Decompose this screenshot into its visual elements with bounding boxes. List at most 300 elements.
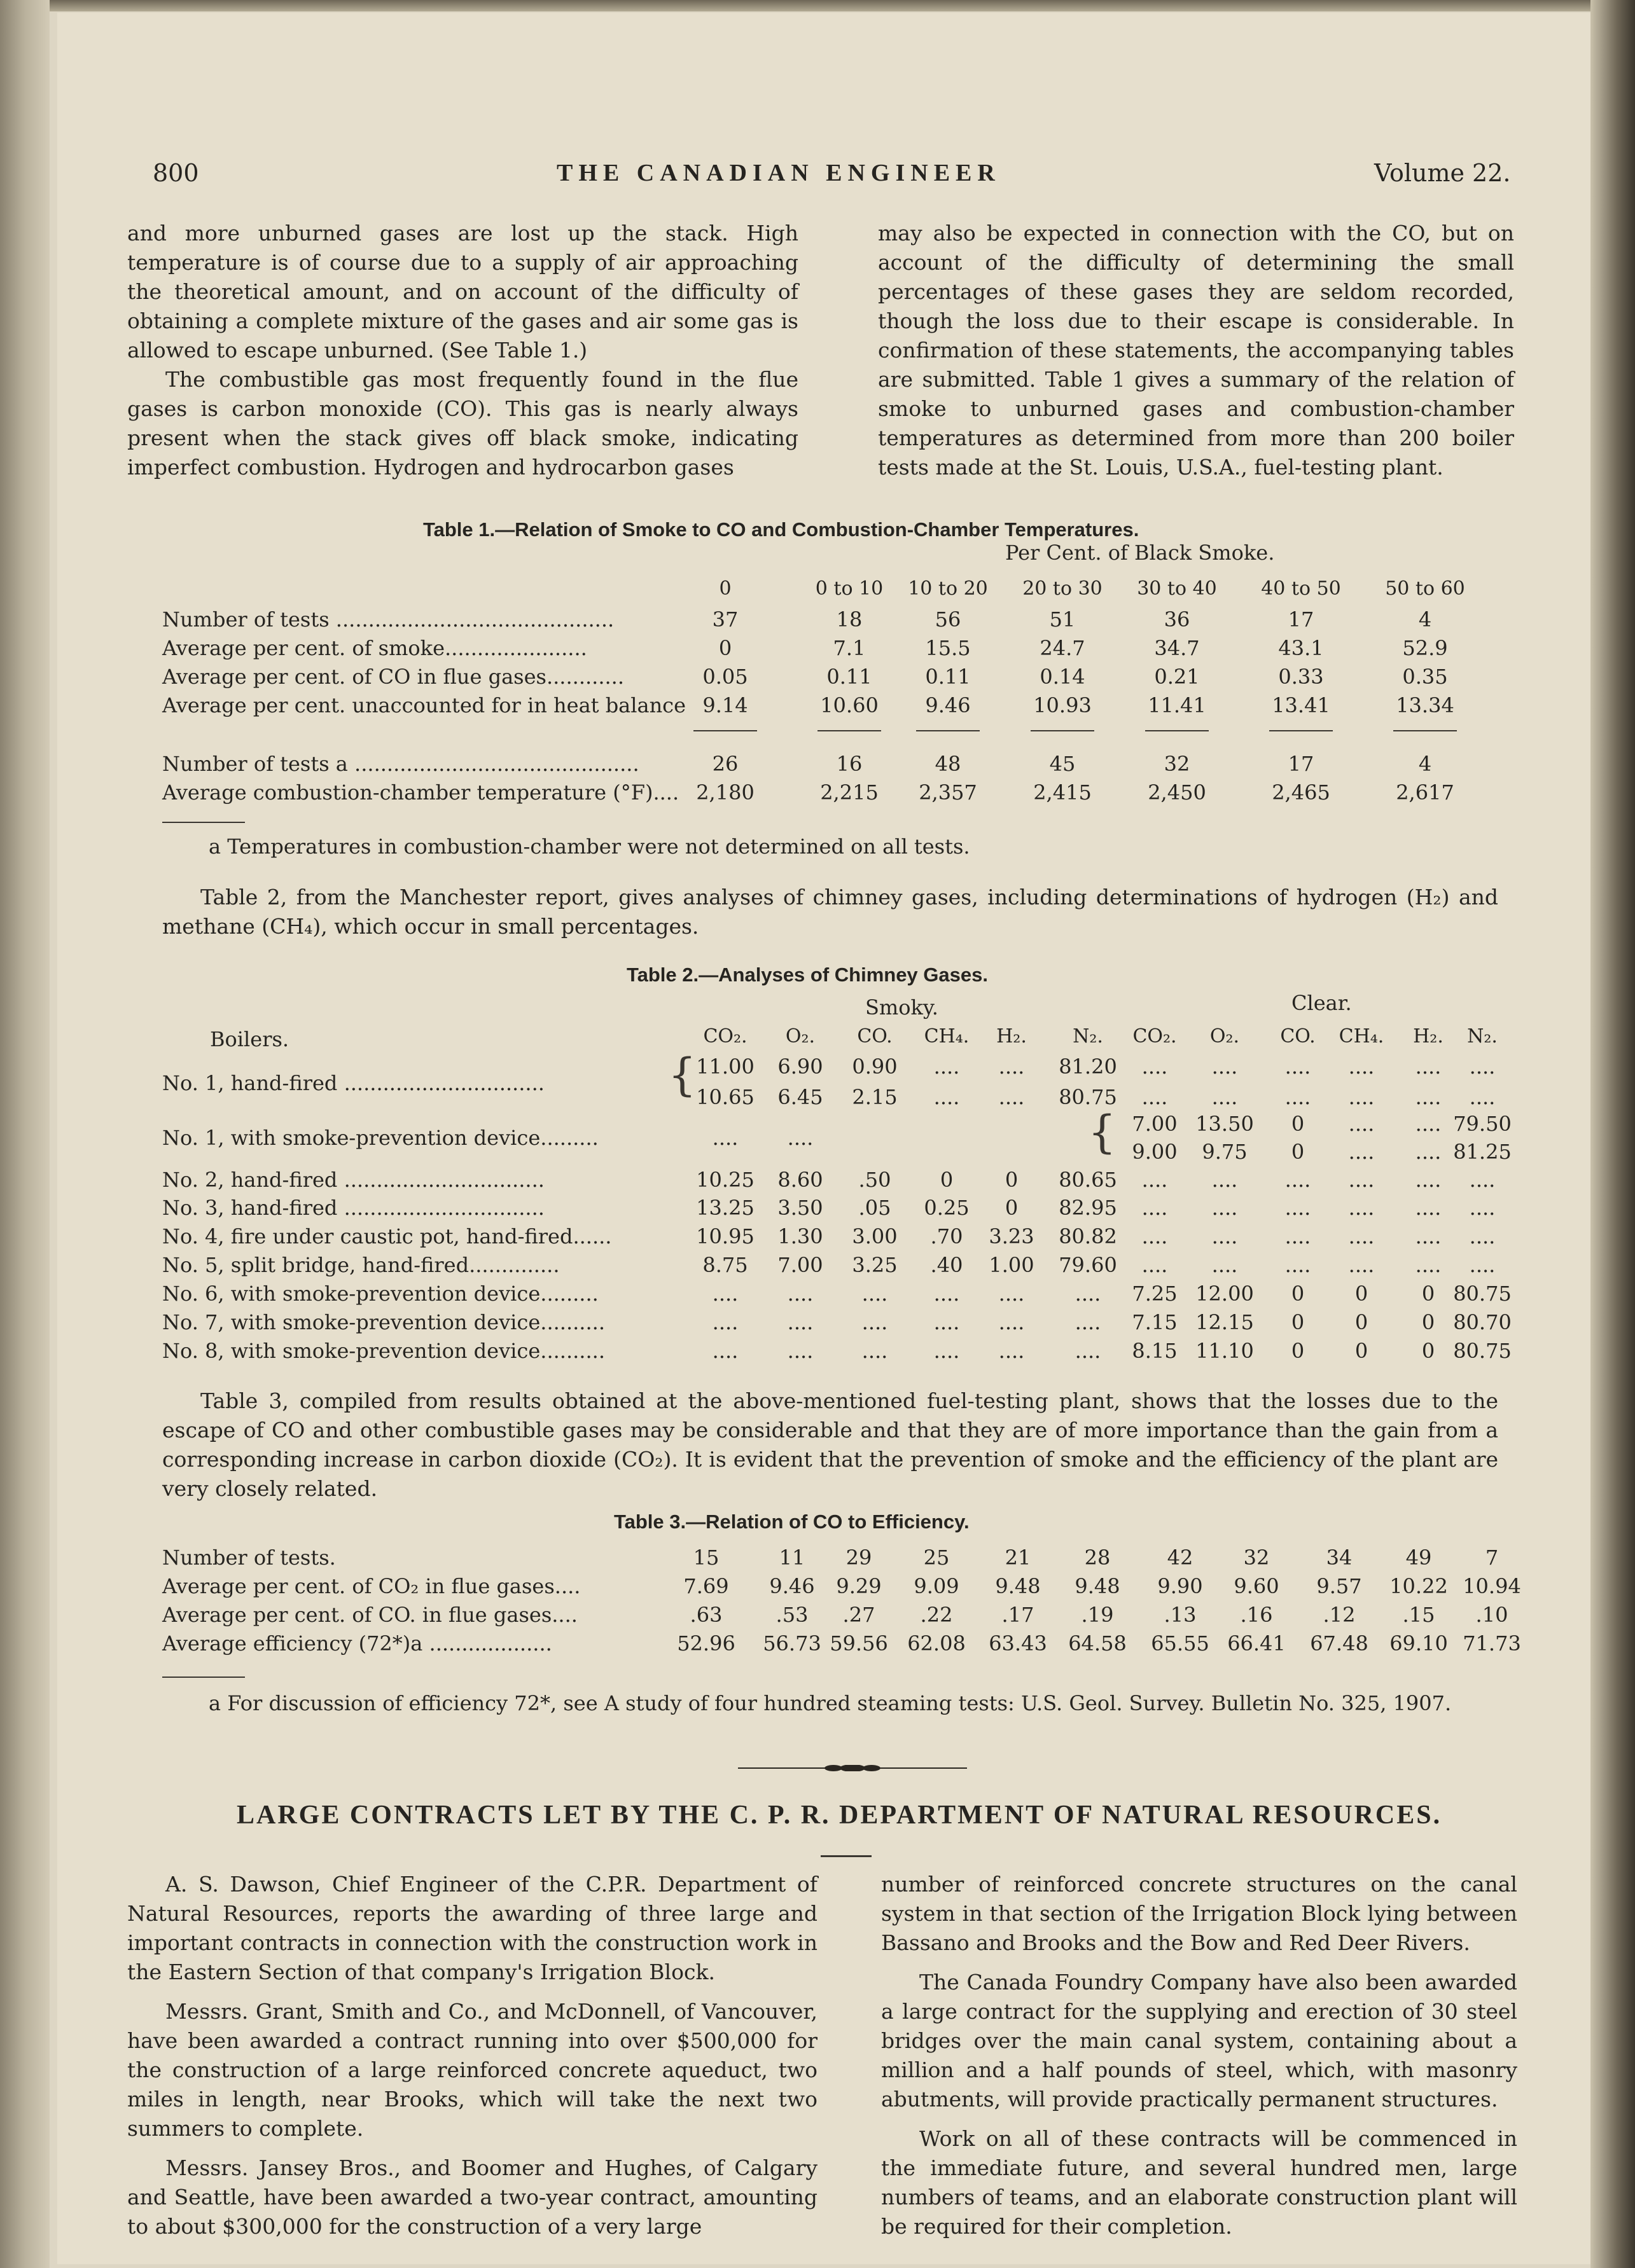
cell-value: .... — [933, 1054, 960, 1079]
table2-col-header: H₂. — [1413, 1025, 1444, 1048]
table2-col-header: CH₄. — [1339, 1025, 1384, 1048]
cell-value: 8.60 — [777, 1168, 823, 1192]
cell-value: 48 — [935, 752, 961, 776]
row-label: Average per cent. of CO. in flue gases.... — [162, 1603, 578, 1627]
table3-intro — [162, 1386, 1498, 1504]
cell-value: .... — [1469, 1054, 1496, 1079]
cell-value: .... — [933, 1310, 960, 1334]
cell-value: 79.50 — [1453, 1112, 1512, 1136]
cell-value: .... — [1141, 1054, 1168, 1079]
cell-value: .... — [1469, 1085, 1496, 1109]
cell-value: .40 — [930, 1253, 963, 1277]
table2-group-clear: Clear. — [1291, 991, 1352, 1015]
table2-row — [162, 1310, 1530, 1338]
table3-caption: Table 3.—Relation of CO to Efficiency. — [614, 1511, 970, 1533]
cell-value: .... — [1415, 1140, 1442, 1164]
book-spine-edge — [0, 0, 50, 2268]
cell-value: .... — [998, 1339, 1025, 1363]
cell-value: .... — [787, 1126, 814, 1150]
cell-value: .... — [861, 1310, 888, 1334]
cell-value: 13.34 — [1396, 693, 1454, 717]
row-label: Average combustion-chamber temperature (°F).... — [162, 780, 679, 805]
brace-glyph: { — [1088, 1106, 1117, 1158]
table2-row — [162, 1140, 1530, 1168]
cell-value: 7 — [1485, 1545, 1499, 1570]
cell-value: .22 — [920, 1603, 953, 1627]
article-title: LARGE CONTRACTS LET BY THE C. P. R. DEPARTMENT OF NATURAL RESOURCES. — [237, 1801, 1442, 1830]
paragraph: The Canada Foundry Company have also been awarded a large contract for the supplying and erection of 30 steel bridges over the main canal system, containing about a million and a half pounds of steel, which, with masonry abutments, will provide practically permanent structures. — [881, 1970, 1517, 2112]
cell-value: 64.58 — [1068, 1631, 1127, 1656]
cell-value: 9.14 — [702, 693, 748, 717]
row-label: Average per cent. of CO₂ in flue gases.... — [162, 1574, 581, 1598]
cell-value: 0 — [1291, 1310, 1305, 1334]
cell-value: 0 — [940, 1168, 954, 1192]
cell-value: .27 — [842, 1603, 875, 1627]
table2-caption: Table 2.—Analyses of Chimney Gases. — [627, 964, 988, 986]
cell-value: 9.90 — [1157, 1574, 1203, 1598]
cell-value: 3.50 — [777, 1196, 823, 1220]
cell-value: 63.43 — [989, 1631, 1047, 1656]
row-label: Average per cent. unaccounted for in heat balance — [162, 693, 686, 717]
cell-value: .... — [787, 1310, 814, 1334]
table1-row — [162, 665, 1530, 693]
journal-title: THE CANADIAN ENGINEER — [557, 160, 1001, 186]
table2-row — [162, 1196, 1530, 1224]
cell-value: .... — [1469, 1224, 1496, 1248]
cell-value: 7.15 — [1132, 1310, 1178, 1334]
cell-value: 0.11 — [826, 665, 872, 689]
paragraph: Work on all of these contracts will be commenced in the immediate future, and several hundred men, large numbers of teams, and an elaborate construction plant will be required for their completion. — [881, 2126, 1517, 2239]
cell-value: 80.82 — [1059, 1224, 1117, 1248]
cell-value: 2,215 — [820, 780, 879, 805]
row-label: No. 4, fire under caustic pot, hand-fired...... — [162, 1224, 612, 1248]
cell-value: 10.60 — [820, 693, 879, 717]
table1-footnote: a Temperatures in combustion-chamber were not determined on all tests. — [209, 834, 970, 859]
table1-row — [162, 636, 1530, 664]
table2-row — [162, 1282, 1530, 1310]
cell-value: .... — [1211, 1224, 1238, 1248]
table2-row — [162, 1085, 1530, 1113]
cell-value: .... — [1348, 1196, 1375, 1220]
cell-value: 0.35 — [1402, 665, 1448, 689]
cell-value: 9.48 — [1075, 1574, 1120, 1598]
cell-value: 3.25 — [852, 1253, 898, 1277]
table1-col-header: 10 to 20 — [908, 577, 988, 600]
cell-value: 0.11 — [925, 665, 971, 689]
intro-left-column — [127, 219, 798, 482]
cell-value: .13 — [1164, 1603, 1197, 1627]
footnote-rule — [162, 822, 245, 823]
cell-value: .... — [998, 1085, 1025, 1109]
row-label: Average efficiency (72*)a ................... — [162, 1631, 552, 1656]
cell-value: 7.25 — [1132, 1282, 1178, 1306]
cell-value: .16 — [1240, 1603, 1273, 1627]
cell-value: 56 — [935, 607, 961, 632]
table1-row — [162, 693, 1530, 721]
cell-value: 0.90 — [852, 1054, 898, 1079]
cell-value: 34 — [1326, 1545, 1353, 1570]
table2-row — [162, 1339, 1530, 1367]
cell-value: 9.75 — [1202, 1140, 1248, 1164]
cell-value: .... — [1415, 1168, 1442, 1192]
cell-value: 10.65 — [696, 1085, 755, 1109]
cell-value: 32 — [1243, 1545, 1270, 1570]
cell-value: 7.1 — [833, 636, 866, 660]
cell-value: .... — [1415, 1253, 1442, 1277]
cell-value: 25 — [923, 1545, 950, 1570]
table2-col-header: O₂. — [785, 1025, 816, 1048]
article-left-column — [127, 1870, 818, 2241]
cell-value: 82.95 — [1059, 1196, 1117, 1220]
cell-value: 0.14 — [1040, 665, 1085, 689]
table1-sum-rule — [916, 730, 980, 731]
cell-value: 11.00 — [696, 1054, 755, 1079]
cell-value: 13.50 — [1195, 1112, 1254, 1136]
paragraph: Messrs. Jansey Bros., and Boomer and Hughes, of Calgary and Seattle, have been awarded a two-year contract, amounting to about $300,000 for the construction of a very large — [127, 2155, 818, 2239]
cell-value: 2,415 — [1033, 780, 1092, 805]
cell-value: 7.69 — [683, 1574, 729, 1598]
cell-value: 0 — [1421, 1339, 1435, 1363]
cell-value: .... — [712, 1339, 739, 1363]
cell-value: .... — [1141, 1085, 1168, 1109]
cell-value: .... — [1348, 1168, 1375, 1192]
cell-value: 51 — [1049, 607, 1076, 632]
cell-value: 3.23 — [989, 1224, 1034, 1248]
cell-value: 0 — [1354, 1339, 1368, 1363]
cell-value: 52.96 — [677, 1631, 735, 1656]
volume-label: Volume 22. — [1374, 159, 1511, 187]
cell-value: 18 — [836, 607, 863, 632]
cell-value: 4 — [1418, 607, 1432, 632]
cell-value: 59.56 — [830, 1631, 888, 1656]
cell-value: .... — [1284, 1168, 1311, 1192]
cell-value: 0 — [1291, 1282, 1305, 1306]
cell-value: 2,617 — [1396, 780, 1454, 805]
cell-value: .... — [861, 1339, 888, 1363]
cell-value: 21 — [1005, 1545, 1031, 1570]
cell-value: .53 — [776, 1603, 809, 1627]
cell-value: 9.46 — [925, 693, 971, 717]
cell-value: 0 — [1291, 1140, 1305, 1164]
table2-intro — [162, 883, 1498, 941]
cell-value: .50 — [858, 1168, 891, 1192]
cell-value: 2,465 — [1272, 780, 1330, 805]
cell-value: .... — [1075, 1282, 1101, 1306]
cell-value: .... — [1415, 1112, 1442, 1136]
table2-col-header: CO. — [1280, 1025, 1316, 1048]
row-label: No. 7, with smoke-prevention device.......... — [162, 1310, 605, 1334]
cell-value: .... — [861, 1282, 888, 1306]
cell-value: .... — [1141, 1224, 1168, 1248]
row-label: No. 3, hand-fired ............................... — [162, 1196, 545, 1220]
cell-value: 6.45 — [777, 1085, 823, 1109]
cell-value: 0 — [718, 636, 732, 660]
cell-value: .... — [1348, 1140, 1375, 1164]
cell-value: 1.00 — [989, 1253, 1034, 1277]
row-label: Number of tests ........................................... — [162, 607, 615, 632]
cell-value: 12.15 — [1195, 1310, 1254, 1334]
table1-col-header: 20 to 30 — [1022, 577, 1103, 600]
cell-value: 34.7 — [1154, 636, 1200, 660]
cell-value: 71.73 — [1463, 1631, 1521, 1656]
cell-value: 36 — [1164, 607, 1190, 632]
cell-value: .... — [1211, 1054, 1238, 1079]
cell-value: .... — [787, 1282, 814, 1306]
cell-value: .... — [1075, 1339, 1101, 1363]
cell-value: 0.33 — [1278, 665, 1324, 689]
table2-row — [162, 1253, 1530, 1281]
table1-row — [162, 752, 1530, 780]
cell-value: 24.7 — [1040, 636, 1085, 660]
cell-value: .... — [1141, 1196, 1168, 1220]
row-label: No. 1, hand-fired ............................... — [162, 1071, 545, 1095]
cell-value: 80.75 — [1453, 1282, 1512, 1306]
table2-col-header: N₂. — [1467, 1025, 1498, 1048]
cell-value: 67.48 — [1310, 1631, 1368, 1656]
cell-value: .... — [1348, 1085, 1375, 1109]
cell-value: .63 — [690, 1603, 723, 1627]
cell-value: .... — [712, 1282, 739, 1306]
table2-col-header: H₂. — [996, 1025, 1027, 1048]
table3-row — [162, 1545, 1530, 1573]
cell-value: 4 — [1418, 752, 1432, 776]
cell-value: 10.93 — [1033, 693, 1092, 717]
table2-row — [162, 1224, 1530, 1252]
article-right-column — [881, 1870, 1517, 2241]
paragraph: may also be expected in connection with the CO, but on account of the difficulty of determining the small percentages of these gases they are seldom recorded, though the loss due to their escape is considerable. In confirmation of these statements, the accompanying tables are submitted. Table 1 gives a summary of the relation of smoke to unburned gases and combustion-chamber temperatures as determined from more than 200 boiler tests made at the St. Louis, U.S.A., fuel-testing plant. — [878, 221, 1514, 480]
table2-group-smoky: Smoky. — [865, 995, 938, 1020]
table1-col-header: 0 to 10 — [815, 577, 884, 600]
cell-value: .... — [1469, 1196, 1496, 1220]
cell-value: 17 — [1288, 607, 1314, 632]
cell-value: 0 — [1005, 1196, 1019, 1220]
cell-value: 2,357 — [919, 780, 977, 805]
table2-col-header: CO₂. — [703, 1025, 748, 1048]
cell-value: 9.00 — [1132, 1140, 1178, 1164]
cell-value: 13.41 — [1272, 693, 1330, 717]
paragraph: Table 2, from the Manchester report, gives analyses of chimney gases, including determinations of hydrogen (H₂) and methane (CH₄), which occur in small percentages. — [162, 885, 1498, 939]
cell-value: 49 — [1405, 1545, 1432, 1570]
cell-value: .... — [1284, 1224, 1311, 1248]
cell-value: .12 — [1323, 1603, 1356, 1627]
cell-value: .... — [1211, 1085, 1238, 1109]
row-label: No. 1, with smoke-prevention device......... — [162, 1126, 599, 1150]
cell-value: 8.15 — [1132, 1339, 1178, 1363]
table3-row — [162, 1574, 1530, 1602]
cell-value: 0 — [1421, 1282, 1435, 1306]
cell-value: 10.25 — [696, 1168, 755, 1192]
cell-value: 15.5 — [925, 636, 971, 660]
cell-value: .... — [1211, 1168, 1238, 1192]
cell-value: .15 — [1402, 1603, 1435, 1627]
cell-value: 7.00 — [1132, 1112, 1178, 1136]
cell-value: .05 — [858, 1196, 891, 1220]
table1-sum-rule — [693, 730, 757, 731]
cell-value: .17 — [1001, 1603, 1034, 1627]
cell-value: 9.60 — [1234, 1574, 1279, 1598]
table1-col-header: 40 to 50 — [1261, 577, 1341, 600]
cell-value: .... — [1141, 1253, 1168, 1277]
table1-caption: Table 1.—Relation of Smoke to CO and Combustion-Chamber Temperatures. — [423, 518, 1139, 541]
cell-value: .... — [787, 1339, 814, 1363]
row-label: No. 8, with smoke-prevention device.......... — [162, 1339, 605, 1363]
cell-value: .... — [1348, 1224, 1375, 1248]
cell-value: 6.90 — [777, 1054, 823, 1079]
cell-value: .70 — [930, 1224, 963, 1248]
cell-value: 10.95 — [696, 1224, 755, 1248]
cell-value: .... — [1211, 1253, 1238, 1277]
cell-value: 9.46 — [769, 1574, 815, 1598]
table1-sum-rule — [818, 730, 881, 731]
cell-value: 0 — [1354, 1310, 1368, 1334]
cell-value: 43.1 — [1278, 636, 1324, 660]
cell-value: .... — [1415, 1085, 1442, 1109]
cell-value: 11.41 — [1148, 693, 1206, 717]
cell-value: 80.70 — [1453, 1310, 1512, 1334]
cell-value: 9.09 — [914, 1574, 959, 1598]
row-label: Average per cent. of CO in flue gases............ — [162, 665, 625, 689]
table2-col-header: O₂. — [1209, 1025, 1240, 1048]
footnote-rule — [162, 1677, 245, 1678]
cell-value: 3.00 — [852, 1224, 898, 1248]
cell-value: .... — [1141, 1168, 1168, 1192]
page-number: 800 — [153, 159, 199, 187]
cell-value: 28 — [1084, 1545, 1111, 1570]
table1-col-header: 0 — [719, 577, 732, 600]
title-rule — [821, 1855, 872, 1857]
cell-value: 80.75 — [1453, 1339, 1512, 1363]
paragraph: number of reinforced concrete structures on the canal system in that section of the Irrigation Block lying between Bassano and Brooks and the Bow and Red Deer Rivers. — [881, 1872, 1517, 1955]
brace-glyph: { — [668, 1049, 697, 1101]
cell-value: 9.29 — [836, 1574, 882, 1598]
cell-value: 16 — [836, 752, 863, 776]
cell-value: 0.25 — [924, 1196, 970, 1220]
cell-value: 26 — [712, 752, 739, 776]
page-shadow-top — [0, 0, 1635, 11]
cell-value: 65.55 — [1151, 1631, 1209, 1656]
cell-value: 0 — [1354, 1282, 1368, 1306]
cell-value: .... — [1469, 1168, 1496, 1192]
cell-value: 2,180 — [696, 780, 755, 805]
cell-value: 0 — [1005, 1168, 1019, 1192]
table1-col-header: 30 to 40 — [1137, 577, 1217, 600]
table1-row — [162, 780, 1530, 808]
cell-value: 0 — [1421, 1310, 1435, 1334]
paragraph: Messrs. Grant, Smith and Co., and McDonnell, of Vancouver, have been awarded a contract running into over $500,000 for the construction of a large reinforced concrete aqueduct, two miles in length, near Brooks, which will take the next two summers to complete. — [127, 1999, 818, 2141]
table3-row — [162, 1631, 1530, 1659]
cell-value: .... — [712, 1126, 739, 1150]
table1-sum-rule — [1269, 730, 1333, 731]
paragraph: Table 3, compiled from results obtained at the above-mentioned fuel-testing plant, shows that the losses due to the escape of CO and other combustible gases may be considerable and that they are of more importance than the gain from a corresponding increase in carbon dioxide (CO₂). It is evident that the prevention of smoke and the efficiency of the plant are very closely related. — [162, 1388, 1498, 1501]
cell-value: .... — [1284, 1054, 1311, 1079]
table1-sum-rule — [1393, 730, 1457, 731]
cell-value: 0 — [1291, 1339, 1305, 1363]
cell-value: .... — [1284, 1196, 1311, 1220]
cell-value: 0.21 — [1154, 665, 1200, 689]
table3-row — [162, 1603, 1530, 1631]
cell-value: .... — [998, 1054, 1025, 1079]
cell-value: 13.25 — [696, 1196, 755, 1220]
cell-value: 2,450 — [1148, 780, 1206, 805]
table3-footnote: a For discussion of efficiency 72*, see A study of four hundred steaming tests: U.S. Geol. Survey. Bulletin No. 325, 1907. — [209, 1691, 1452, 1715]
table1-sum-rule — [1145, 730, 1209, 731]
cell-value: .... — [933, 1085, 960, 1109]
cell-value: 0.05 — [702, 665, 748, 689]
cell-value: .... — [1284, 1085, 1311, 1109]
cell-value: .... — [1415, 1054, 1442, 1079]
row-label: Number of tests a ............................................ — [162, 752, 639, 776]
cell-value: 45 — [1049, 752, 1076, 776]
cell-value: .... — [998, 1310, 1025, 1334]
cell-value: 0 — [1291, 1112, 1305, 1136]
cell-value: .19 — [1081, 1603, 1114, 1627]
cell-value: 8.75 — [702, 1253, 748, 1277]
cell-value: 29 — [845, 1545, 872, 1570]
cell-value: .... — [1415, 1196, 1442, 1220]
cell-value: .... — [998, 1282, 1025, 1306]
cell-value: 15 — [693, 1545, 720, 1570]
table2-row — [162, 1168, 1530, 1196]
table2-col-header: N₂. — [1073, 1025, 1103, 1048]
cell-value: 9.48 — [995, 1574, 1041, 1598]
cell-value: .... — [1211, 1196, 1238, 1220]
ornament-divider — [738, 1765, 967, 1771]
table1-row — [162, 607, 1530, 635]
paragraph: The combustible gas most frequently found in the flue gases is carbon monoxide (CO). This gas is nearly always present when the stack gives off black smoke, indicating imperfect combustion. Hydrogen and hydrocarbon gases — [127, 367, 798, 480]
cell-value: 10.94 — [1463, 1574, 1521, 1598]
cell-value: 80.75 — [1059, 1085, 1117, 1109]
row-label: No. 6, with smoke-prevention device......... — [162, 1282, 599, 1306]
cell-value: .... — [712, 1310, 739, 1334]
cell-value: 81.20 — [1059, 1054, 1117, 1079]
cell-value: 2.15 — [852, 1085, 898, 1109]
cell-value: .... — [1348, 1253, 1375, 1277]
page-edge-right — [1590, 0, 1635, 2268]
row-label: No. 2, hand-fired ............................... — [162, 1168, 545, 1192]
table1-sum-rule — [1031, 730, 1094, 731]
cell-value: 81.25 — [1453, 1140, 1512, 1164]
row-label: Average per cent. of smoke...................... — [162, 636, 587, 660]
cell-value: 66.41 — [1227, 1631, 1286, 1656]
cell-value: .... — [1348, 1054, 1375, 1079]
cell-value: .... — [1284, 1253, 1311, 1277]
table2-boilers-label: Boilers. — [210, 1027, 289, 1051]
cell-value: .... — [933, 1282, 960, 1306]
cell-value: 69.10 — [1389, 1631, 1448, 1656]
row-label: No. 5, split bridge, hand-fired.............. — [162, 1253, 560, 1277]
cell-value: 7.00 — [777, 1253, 823, 1277]
cell-value: 79.60 — [1059, 1253, 1117, 1277]
cell-value: .... — [1075, 1310, 1101, 1334]
cell-value: 9.57 — [1316, 1574, 1362, 1598]
cell-value: 11.10 — [1195, 1339, 1254, 1363]
cell-value: .... — [1469, 1253, 1496, 1277]
cell-value: 32 — [1164, 752, 1190, 776]
cell-value: 12.00 — [1195, 1282, 1254, 1306]
cell-value: 10.22 — [1389, 1574, 1448, 1598]
paragraph: A. S. Dawson, Chief Engineer of the C.P.R. Department of Natural Resources, reports the awarding of three large and important contracts in connection with the construction work in the Eastern Section of that company's Irrigation Block. — [127, 1872, 818, 1984]
cell-value: 11 — [779, 1545, 805, 1570]
cell-value: .... — [1415, 1224, 1442, 1248]
cell-value: 42 — [1167, 1545, 1193, 1570]
paragraph: and more unburned gases are lost up the stack. High temperature is of course due to a supply of air approaching the theoretical amount, and on account of the difficulty of obtaining a complete mixture of the gases and air some gas is allowed to escape unburned. (See Table 1.) — [127, 221, 798, 363]
row-label: Number of tests. — [162, 1545, 336, 1570]
cell-value: 80.65 — [1059, 1168, 1117, 1192]
cell-value: 56.73 — [763, 1631, 821, 1656]
table2-col-header: CO₂. — [1132, 1025, 1177, 1048]
cell-value: .... — [1348, 1112, 1375, 1136]
cell-value: 62.08 — [907, 1631, 966, 1656]
